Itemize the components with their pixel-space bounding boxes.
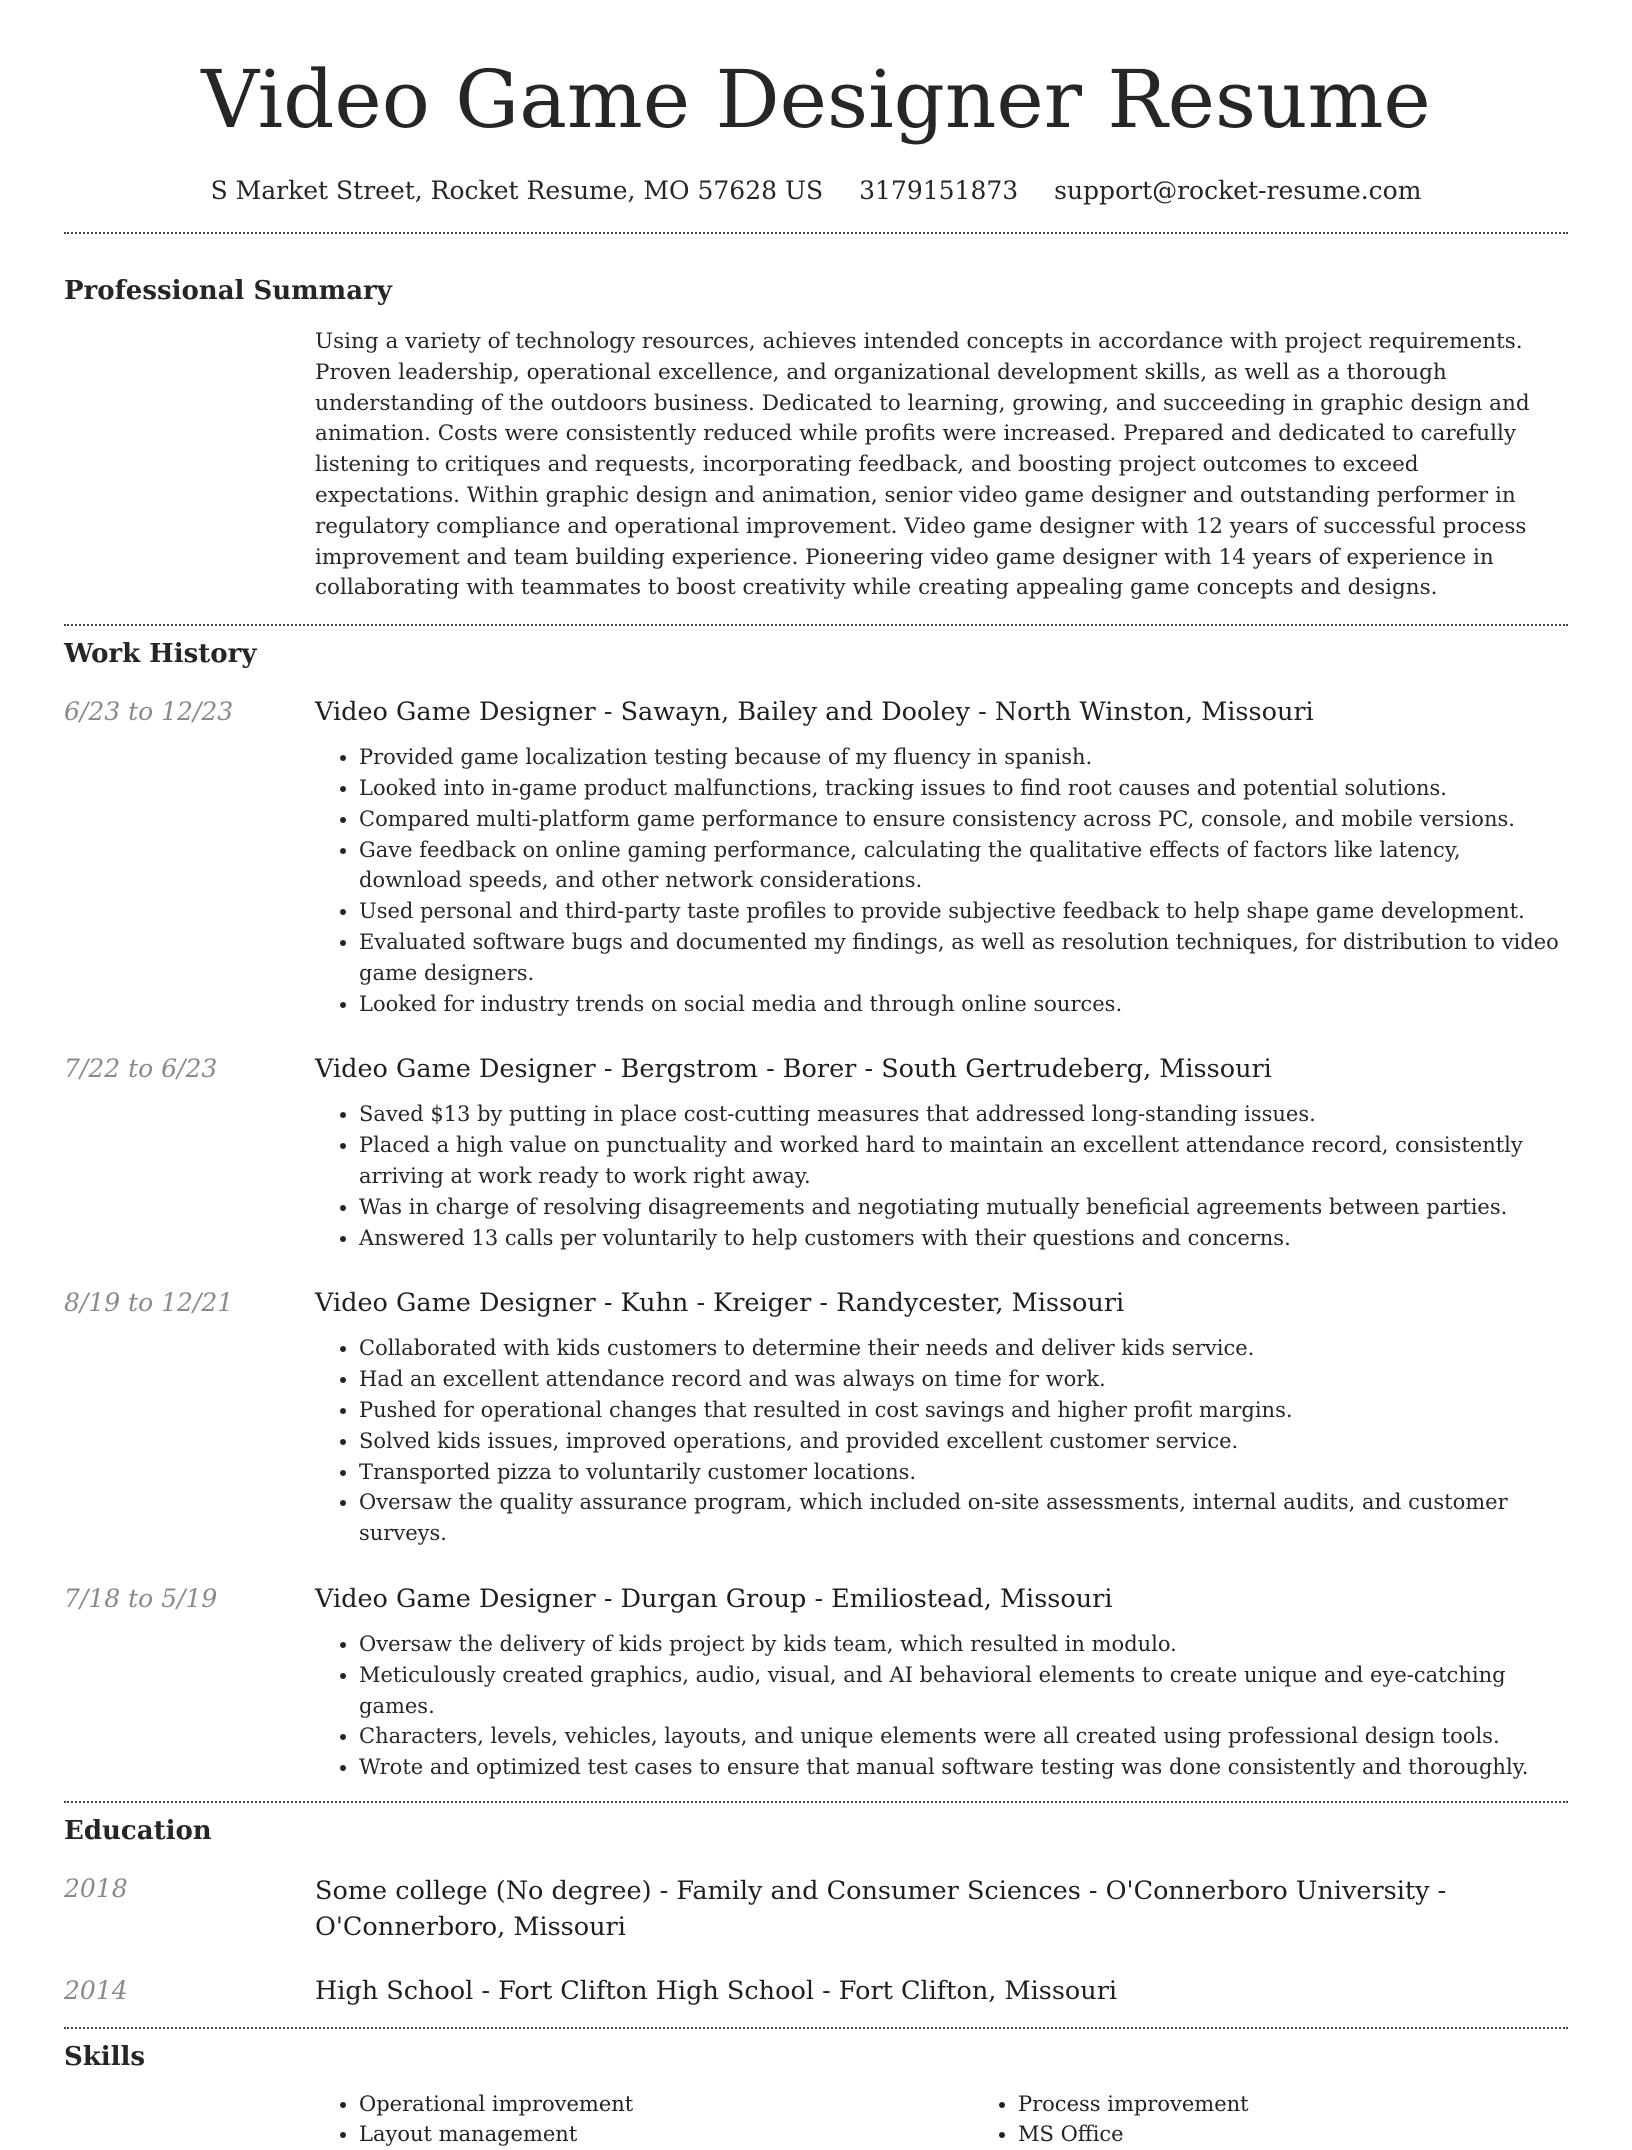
job-bullets bbox=[315, 1099, 1568, 1253]
list-item: • Characters, levels, vehicles, layouts, and unique elements were all created using professional design tools. bbox=[359, 1721, 1568, 1752]
job-entry bbox=[0, 696, 1632, 1019]
section-title-work: Work History bbox=[64, 639, 257, 670]
divider bbox=[64, 232, 1568, 234]
list-item: • Looked into in-game product malfunctions, tracking issues to find root causes and potential solutions. bbox=[359, 773, 1568, 804]
skill-item: • Operational improvement bbox=[359, 2089, 974, 2120]
summary-spacer bbox=[64, 327, 315, 604]
list-item: • Answered 13 calls per voluntarily to help customers with their questions and concerns. bbox=[359, 1223, 1568, 1254]
job-body bbox=[315, 1287, 1568, 1549]
job-bullets bbox=[315, 1333, 1568, 1549]
list-item: • Gave feedback on online gaming performance, calculating the qualitative effects of factors like latency, download speeds, and other network considerations. bbox=[359, 835, 1568, 897]
job-body bbox=[315, 1583, 1568, 1783]
section-title-skills: Skills bbox=[64, 2041, 146, 2072]
list-item: • Compared multi-platform game performance to ensure consistency across PC, console, and mobile versions. bbox=[359, 804, 1568, 835]
job-entry bbox=[0, 1053, 1632, 1253]
summary-section bbox=[0, 275, 1632, 604]
skill-item: • Layout management bbox=[359, 2119, 974, 2150]
job-body bbox=[315, 696, 1568, 1019]
list-item: • Solved kids issues, improved operations, and provided excellent customer service. bbox=[359, 1426, 1568, 1457]
list-item: • Pushed for operational changes that resulted in cost savings and higher profit margins. bbox=[359, 1395, 1568, 1426]
job-entry bbox=[0, 1583, 1632, 1783]
skills-grid bbox=[315, 2089, 1632, 2150]
job-title: Video Game Designer - Kuhn - Kreiger - Randycester, Missouri bbox=[315, 1288, 1125, 1319]
list-item: • Had an excellent attendance record and was always on time for work. bbox=[359, 1364, 1568, 1395]
skill-item: • Process improvement bbox=[1018, 2089, 1632, 2120]
education-section bbox=[0, 1815, 1632, 2007]
job-dates: 6/23 to 12/23 bbox=[64, 697, 234, 727]
job-dates: 8/19 to 12/21 bbox=[64, 1288, 234, 1318]
list-item: • Wrote and optimized test cases to ensure that manual software testing was done consistently and thoroughly. bbox=[359, 1752, 1568, 1783]
divider bbox=[64, 624, 1568, 626]
resume-title: Video Game Designer Resume bbox=[201, 53, 1431, 146]
divider bbox=[64, 2027, 1568, 2029]
job-title: Video Game Designer - Sawayn, Bailey and Dooley - North Winston, Missouri bbox=[315, 697, 1314, 728]
list-item: • Looked for industry trends on social media and through online sources. bbox=[359, 989, 1568, 1020]
skills-row bbox=[0, 2089, 1632, 2150]
job-body bbox=[315, 1053, 1568, 1253]
list-item: • Used personal and third-party taste profiles to provide subjective feedback to help shape game development. bbox=[359, 896, 1568, 927]
list-item: • Was in charge of resolving disagreements and negotiating mutually beneficial agreements between parties. bbox=[359, 1192, 1568, 1223]
resume-header bbox=[0, 0, 1632, 206]
job-bullets bbox=[315, 742, 1568, 1019]
section-title-summary: Professional Summary bbox=[64, 276, 392, 306]
list-item: • Collaborated with kids customers to determine their needs and deliver kids service. bbox=[359, 1333, 1568, 1364]
summary-body bbox=[315, 327, 1568, 604]
job-bullets bbox=[315, 1629, 1568, 1783]
list-item: • Evaluated software bugs and documented my findings, as well as resolution techniques, for distribution to video game designers. bbox=[359, 927, 1568, 989]
skills-spacer bbox=[64, 2089, 315, 2150]
contact-line bbox=[0, 176, 1632, 206]
list-item: • Meticulously created graphics, audio, visual, and AI behavioral elements to create unique and eye-catching games. bbox=[359, 1660, 1568, 1722]
job-title: Video Game Designer - Bergstrom - Borer - South Gertrudeberg, Missouri bbox=[315, 1054, 1272, 1085]
list-item: • Placed a high value on punctuality and worked hard to maintain an excellent attendance record, consistently arriving at work ready to work right away. bbox=[359, 1130, 1568, 1192]
skills-column-right bbox=[974, 2089, 1632, 2150]
education-entry bbox=[0, 1975, 1632, 2007]
job-dates: 7/22 to 6/23 bbox=[64, 1054, 218, 1084]
skills-column-left bbox=[315, 2089, 974, 2150]
skills-section bbox=[0, 2041, 1632, 2150]
summary-text: Using a variety of technology resources, achieves intended concepts in accordance with project requirements. Proven leadership, operational excellence, and organizational development skills, as well as a thorough understanding of the outdoors business. Dedicated to learning, growing, and succeeding in graphic design and animation. Costs were consistently reduced while profits were increased. Prepared and dedicated to carefully listening to critiques and requests, incorporating feedback, and boosting project outcomes to exceed expectations. Within graphic design and animation, senior video game designer and outstanding performer in regulatory compliance and operational improvement. Video game designer with 12 years of successful process improvement and team building experience. Pioneering video game designer with 14 years of experience in collaborating with teammates to boost creativity while creating appealing game concepts and designs. bbox=[315, 329, 1530, 601]
list-item: • Saved $13 by putting in place cost-cutting measures that addressed long-standing issues. bbox=[359, 1099, 1568, 1130]
divider bbox=[64, 1801, 1568, 1803]
list-item: • Oversaw the delivery of kids project by kids team, which resulted in modulo. bbox=[359, 1629, 1568, 1660]
summary-row bbox=[0, 327, 1632, 604]
education-entry bbox=[0, 1873, 1632, 1945]
job-entry bbox=[0, 1287, 1632, 1549]
section-title-education: Education bbox=[64, 1815, 212, 1846]
job-title: Video Game Designer - Durgan Group - Emiliostead, Missouri bbox=[315, 1583, 1113, 1614]
education-year: 2018 bbox=[64, 1873, 128, 1903]
education-body bbox=[315, 1975, 1568, 2007]
contact-address: S Market Street, Rocket Resume, MO 57628 US bbox=[210, 176, 824, 205]
contact-phone: 3179151873 bbox=[859, 176, 1019, 205]
list-item: • Provided game localization testing because of my fluency in spanish. bbox=[359, 742, 1568, 773]
education-body bbox=[315, 1873, 1568, 1945]
list-item: • Transported pizza to voluntarily customer locations. bbox=[359, 1457, 1568, 1488]
contact-email: support@rocket-resume.com bbox=[1054, 176, 1422, 205]
job-dates: 7/18 to 5/19 bbox=[64, 1583, 218, 1613]
education-title: High School - Fort Clifton High School - Fort Clifton, Missouri bbox=[315, 1975, 1118, 2006]
skill-item: • MS Office bbox=[1018, 2119, 1632, 2150]
education-year: 2014 bbox=[64, 1975, 128, 2005]
list-item: • Oversaw the quality assurance program, which included on-site assessments, internal audits, and customer surveys. bbox=[359, 1487, 1568, 1549]
work-section bbox=[0, 638, 1632, 1783]
education-title: Some college (No degree) - Family and Consumer Sciences - O'Connerboro University - O'Connerboro, Missouri bbox=[315, 1875, 1447, 1942]
